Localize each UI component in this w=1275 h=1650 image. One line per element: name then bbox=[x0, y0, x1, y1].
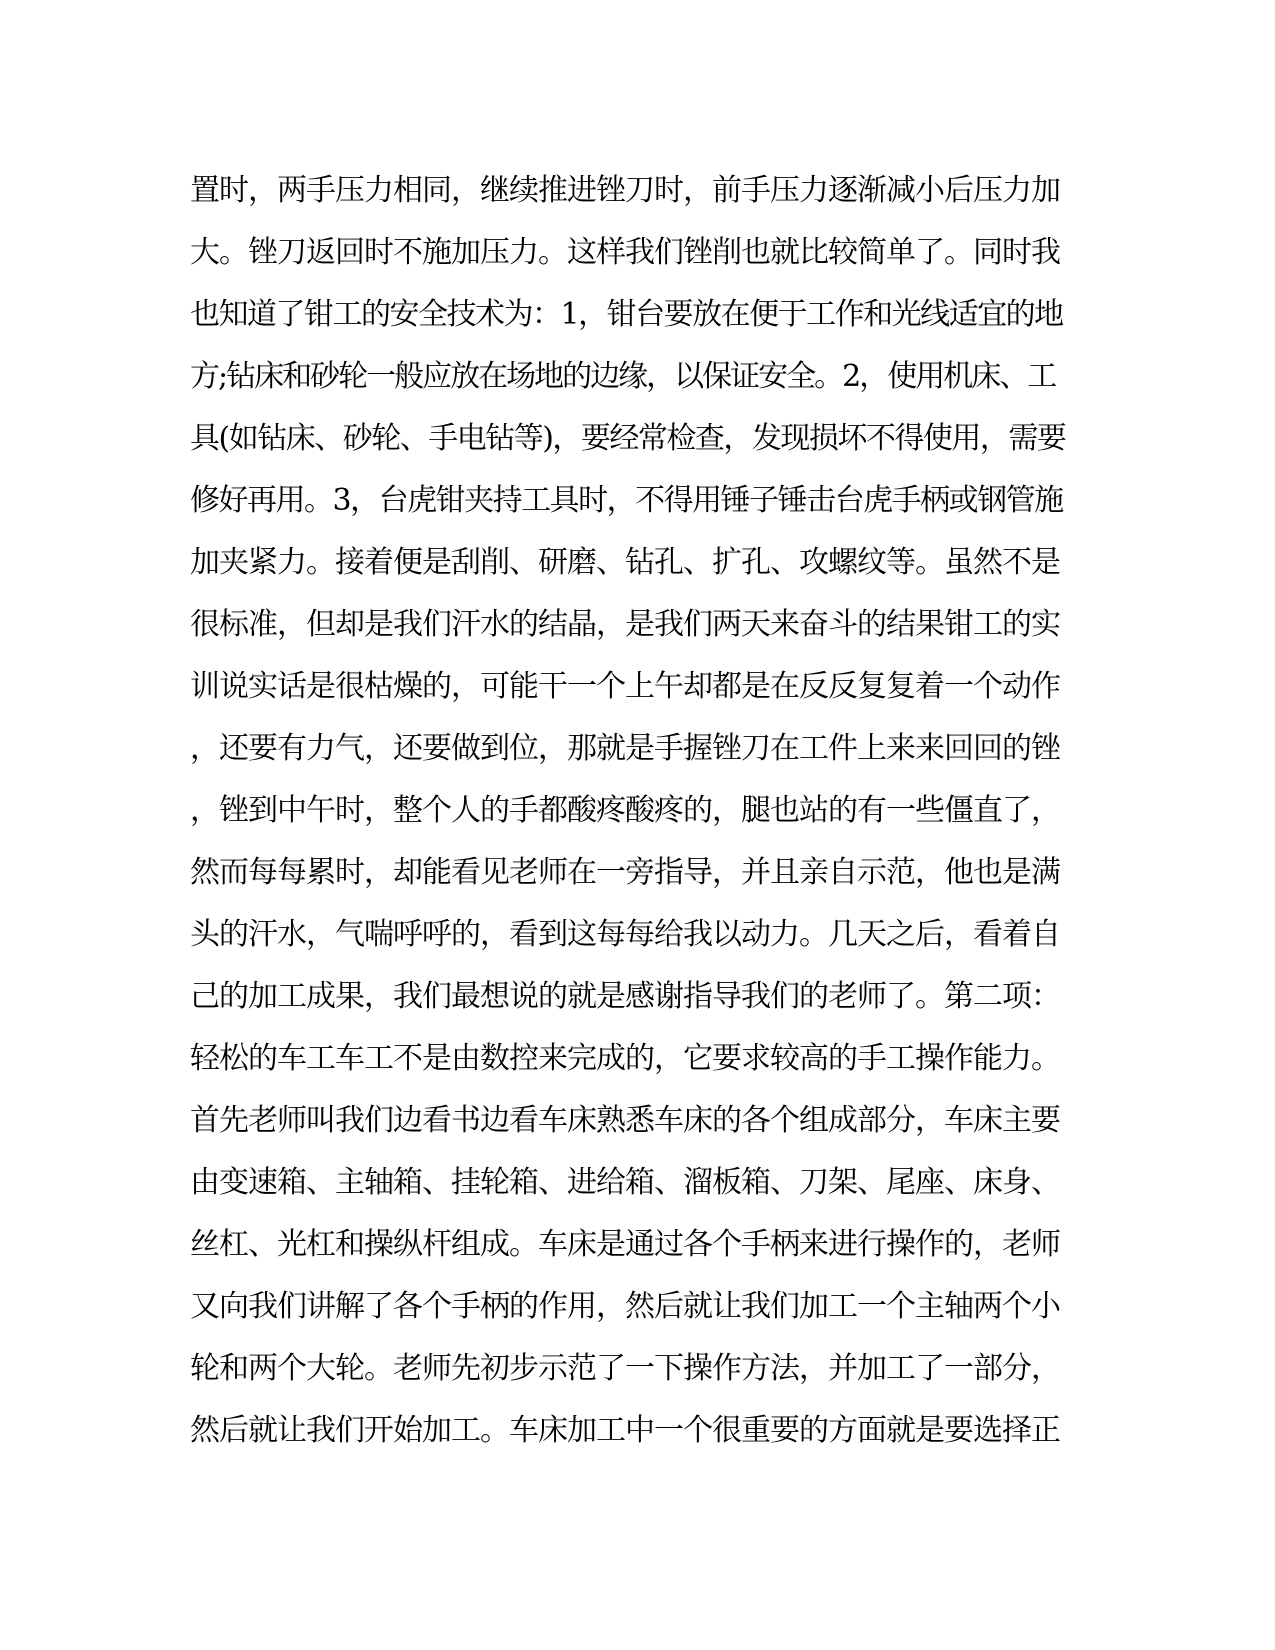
text-line: 很标准，但却是我们汗水的结晶，是我们两天来奋斗的结果钳工的实 bbox=[190, 607, 1060, 642]
text-line: 方;钻床和砂轮一般应放在场地的边缘，以保证安全。2，使用机床、工 bbox=[190, 359, 1056, 394]
text-line: 由变速箱、主轴箱、挂轮箱、进给箱、溜板箱、刀架、尾座、床身、 bbox=[190, 1165, 1060, 1200]
text-line: ，锉到中午时，整个人的手都酸疼酸疼的，腿也站的有一些僵直了， bbox=[190, 793, 1060, 828]
text-line: 也知道了钳工的安全技术为：1，钳台要放在便于工作和光线适宜的地 bbox=[190, 297, 1063, 332]
text-line: 置时，两手压力相同，继续推进锉刀时，前手压力逐渐减小后压力加 bbox=[190, 173, 1060, 208]
text-line: 加夹紧力。接着便是刮削、研磨、钻孔、扩孔、攻螺纹等。虽然不是 bbox=[190, 545, 1060, 580]
body-text bbox=[190, 160, 1070, 1462]
text-line: 又向我们讲解了各个手柄的作用，然后就让我们加工一个主轴两个小 bbox=[190, 1289, 1060, 1324]
text-line: 头的汗水，气喘呼呼的，看到这每每给我以动力。几天之后，看着自 bbox=[190, 917, 1060, 952]
text-line: 大。锉刀返回时不施加压力。这样我们锉削也就比较简单了。同时我 bbox=[190, 235, 1060, 270]
text-line: 首先老师叫我们边看书边看车床熟悉车床的各个组成部分，车床主要 bbox=[190, 1103, 1060, 1138]
text-line: 训说实话是很枯燥的，可能干一个上午却都是在反反复复着一个动作 bbox=[190, 669, 1060, 704]
text-line: 修好再用。3，台虎钳夹持工具时，不得用锤子锤击台虎手柄或钢管施 bbox=[190, 483, 1063, 518]
text-line: 然后就让我们开始加工。车床加工中一个很重要的方面就是要选择正 bbox=[190, 1413, 1060, 1448]
text-line: 丝杠、光杠和操纵杆组成。车床是通过各个手柄来进行操作的，老师 bbox=[190, 1227, 1060, 1262]
text-line: ，还要有力气，还要做到位，那就是手握锉刀在工件上来来回回的锉 bbox=[190, 731, 1060, 766]
text-line: 轮和两个大轮。老师先初步示范了一下操作方法，并加工了一部分， bbox=[190, 1351, 1060, 1386]
text-line: 然而每每累时，却能看见老师在一旁指导，并且亲自示范，他也是满 bbox=[190, 855, 1060, 890]
text-line: 轻松的车工车工不是由数控来完成的，它要求较高的手工操作能力。 bbox=[190, 1041, 1060, 1076]
text-line: 具(如钻床、砂轮、手电钻等)，要经常检查，发现损坏不得使用，需要 bbox=[190, 421, 1066, 456]
text-line: 己的加工成果，我们最想说的就是感谢指导我们的老师了。第二项： bbox=[190, 979, 1060, 1014]
